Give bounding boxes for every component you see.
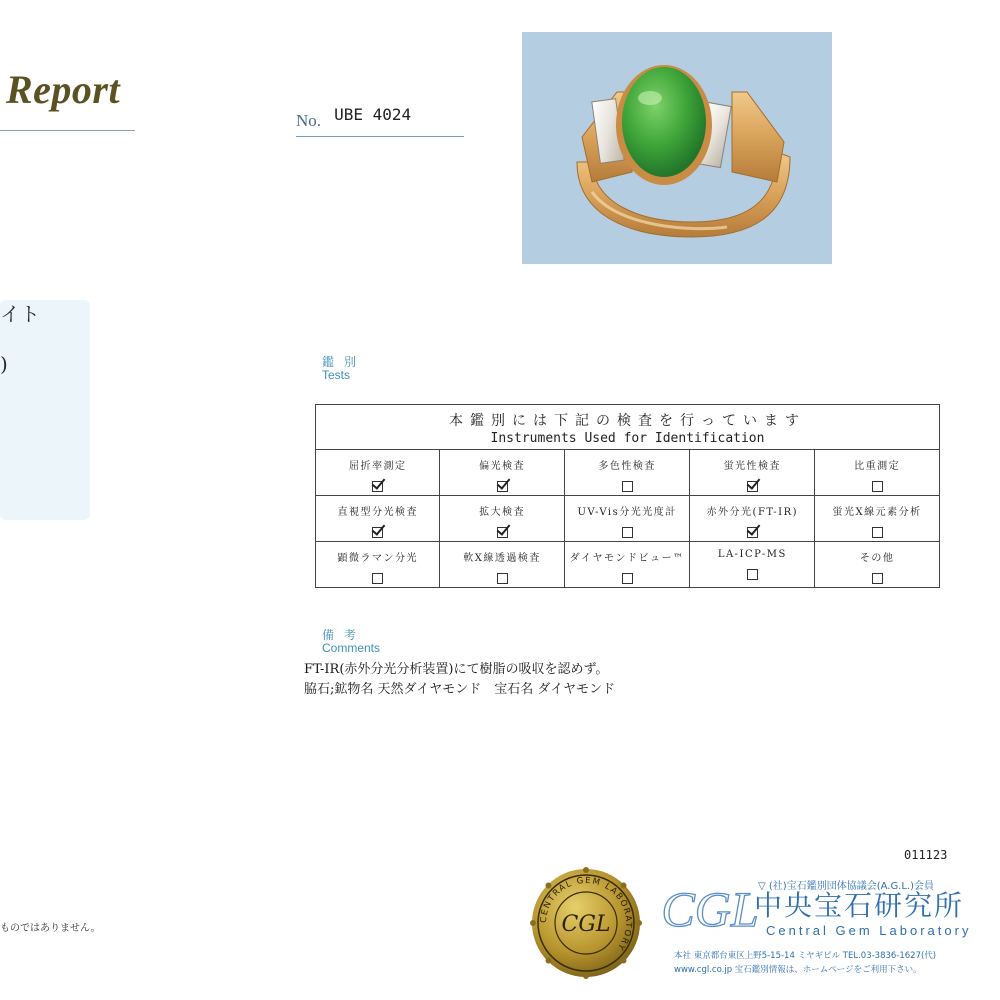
ring-photo — [522, 32, 832, 264]
checkbox[interactable] — [872, 481, 883, 492]
comment-line: 脇石;鉱物名 天然ダイヤモンド 宝石名 ダイヤモンド — [304, 682, 616, 697]
test-cell — [440, 496, 564, 542]
comments-body — [304, 660, 615, 700]
test-cell — [690, 496, 815, 542]
test-label: 多色性検査 — [598, 461, 656, 472]
test-cell — [564, 542, 690, 588]
table-row — [316, 450, 940, 496]
checkbox[interactable] — [497, 527, 508, 538]
seal-icon — [530, 867, 642, 979]
checkbox[interactable] — [622, 481, 633, 492]
test-cell — [690, 542, 815, 588]
comments-heading-en: Comments — [322, 641, 381, 655]
tests-heading — [322, 355, 366, 382]
lab-website[interactable]: www.cgl.co.jp 宝石鑑別情報は、ホームページをご利用下さい。 — [674, 965, 922, 975]
checkbox[interactable] — [372, 527, 383, 538]
checkbox[interactable] — [497, 481, 508, 492]
left-text-fragment: ) — [0, 352, 8, 376]
test-label: 屈折率測定 — [348, 461, 407, 472]
left-text-fragment: イト — [0, 302, 40, 326]
test-cell — [316, 450, 440, 496]
test-cell — [316, 542, 440, 588]
seal-ring-text: CENTRAL GEM LABORATORY — [538, 875, 634, 953]
checkbox[interactable] — [747, 481, 758, 492]
test-label: 赤外分光(FT-IR) — [706, 507, 799, 518]
tests-table — [315, 404, 940, 588]
checkbox[interactable] — [747, 527, 758, 538]
test-label: LA-ICP-MS — [717, 549, 787, 560]
test-cell — [440, 450, 564, 496]
checkbox[interactable] — [372, 481, 383, 492]
lab-name-en: Central Gem Laboratory — [766, 923, 972, 938]
table-header — [316, 405, 940, 450]
test-cell — [690, 450, 815, 496]
test-cell — [815, 542, 940, 588]
test-cell — [564, 496, 690, 542]
serial-number: 011123 — [904, 848, 948, 862]
lab-address: 本社 東京都台東区上野5-15-14 ミヤギビル TEL.03-3836-1627(代) — [674, 951, 937, 961]
seal-monogram: CGL — [561, 912, 611, 937]
disclaimer-fragment: ものではありません。 — [0, 923, 101, 934]
title-underline — [0, 130, 135, 131]
comments-heading — [322, 628, 380, 655]
table-row — [316, 542, 940, 588]
table-title-en: Instruments Used for Identification — [490, 431, 765, 446]
test-cell — [815, 450, 940, 496]
checkbox[interactable] — [747, 569, 758, 580]
test-label: 軟X線透過検査 — [463, 553, 541, 564]
test-label: 直視型分光検査 — [337, 507, 418, 518]
tests-heading-en: Tests — [322, 368, 351, 382]
comment-line: FT-IR(赤外分光分析装置)にて樹脂の吸収を認めず。 — [304, 662, 609, 677]
gold-seal — [530, 867, 642, 979]
cgl-logo-text: CGL — [661, 881, 759, 937]
checkbox[interactable] — [622, 573, 633, 584]
test-cell — [815, 496, 940, 542]
test-label: UV-Vis分光光度計 — [577, 507, 677, 518]
checkbox[interactable] — [872, 573, 883, 584]
cgl-logo — [661, 878, 759, 938]
report-title: Report — [6, 67, 121, 112]
test-cell — [440, 542, 564, 588]
test-cell — [316, 496, 440, 542]
test-label: 蛍光性検査 — [723, 461, 782, 472]
report-number — [296, 105, 412, 131]
table-title-jp: 本鑑別には下記の検査を行っています — [449, 413, 806, 429]
tests-heading-jp: 鑑別 — [322, 355, 367, 369]
test-label: 蛍光X線元素分析 — [832, 507, 922, 518]
report-number-underline — [296, 136, 464, 137]
diamond-icon: ▽ — [758, 881, 766, 892]
test-label: 拡大検査 — [479, 507, 526, 518]
checkbox[interactable] — [622, 527, 633, 538]
checkbox[interactable] — [872, 527, 883, 538]
test-label: その他 — [859, 553, 895, 564]
cgl-logo-icon — [661, 878, 759, 938]
comments-heading-jp: 備考 — [322, 628, 367, 642]
ring-illustration — [522, 32, 832, 264]
report-number-label: No. — [296, 111, 322, 130]
lab-name-jp: 中央宝石研究所 — [754, 889, 965, 922]
test-label: 比重測定 — [854, 461, 901, 472]
test-label: 偏光検査 — [479, 461, 526, 472]
checkbox[interactable] — [497, 573, 508, 584]
checkbox[interactable] — [372, 573, 383, 584]
test-label: 顕微ラマン分光 — [337, 553, 418, 564]
report-number-value: UBE 4024 — [334, 105, 412, 124]
test-label: ダイヤモンドビュー™ — [569, 553, 685, 564]
background-wash — [0, 300, 90, 520]
lab-association-text: (社)宝石鑑別団体協議会(A.G.L.)会員 — [768, 881, 935, 892]
test-cell — [564, 450, 690, 496]
table-row — [316, 496, 940, 542]
